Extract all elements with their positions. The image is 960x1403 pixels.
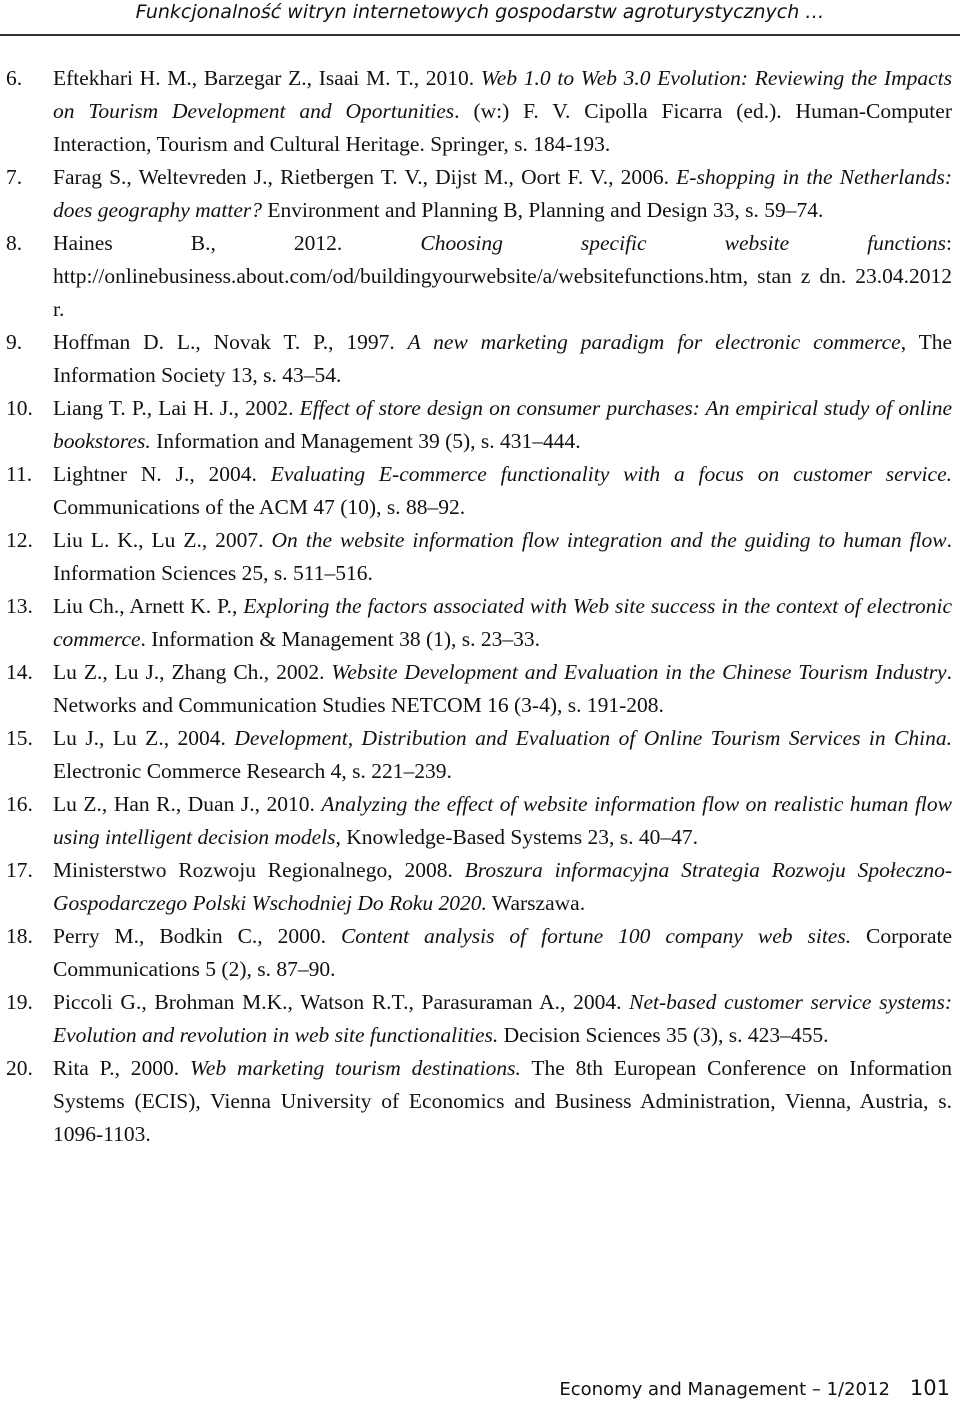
reference-authors: Lightner N. J., 2004. xyxy=(53,462,271,486)
reference-authors: Perry M., Bodkin C., 2000. xyxy=(53,924,341,948)
reference-title: Evaluating E-commerce functionality with a focus on customer service. xyxy=(270,462,952,486)
reference-number: 14. xyxy=(6,660,33,684)
reference-number: 20. xyxy=(6,1056,33,1080)
reference-item xyxy=(6,62,952,161)
reference-authors: Eftekhari H. M., Barzegar Z., Isaai M. T., 2010. xyxy=(53,66,481,90)
reference-source: Corporate Communications 5 (2), s. 87–90. xyxy=(53,924,953,981)
reference-title: Choosing specific website functions xyxy=(420,231,947,255)
reference-title: A new marketing paradigm for electronic commerce xyxy=(407,330,901,354)
reference-number: 11. xyxy=(6,462,33,486)
reference-authors: Lu J., Lu Z., 2004. xyxy=(53,726,235,750)
page-number: 101 xyxy=(909,1376,950,1400)
reference-item xyxy=(6,986,952,1052)
reference-item xyxy=(6,392,952,458)
reference-number: 16. xyxy=(6,792,33,816)
page-footer xyxy=(559,1376,950,1400)
reference-source: , Knowledge-Based Systems 23, s. 40–47. xyxy=(335,825,698,849)
reference-authors: Liu L. K., Lu Z., 2007. xyxy=(53,528,272,552)
reference-number: 19. xyxy=(6,990,33,1014)
reference-authors: Ministerstwo Rozwoju Regionalnego, 2008. xyxy=(53,858,465,882)
reference-item xyxy=(6,656,952,722)
reference-number: 6. xyxy=(6,66,23,90)
reference-source: Warszawa. xyxy=(486,891,586,915)
reference-item xyxy=(6,326,952,392)
reference-item xyxy=(6,458,952,524)
reference-title: Web marketing tourism destinations. xyxy=(190,1056,521,1080)
reference-item xyxy=(6,1052,952,1151)
reference-source: . Information Sciences 25, s. 511–516. xyxy=(53,528,952,585)
reference-item xyxy=(6,722,952,788)
reference-number: 17. xyxy=(6,858,33,882)
reference-authors: Lu Z., Han R., Duan J., 2010. xyxy=(53,792,322,816)
reference-item xyxy=(6,227,952,326)
journal-name: Economy and Management – 1/2012 xyxy=(559,1379,890,1400)
reference-authors: Hoffman D. L., Novak T. P., 1997. xyxy=(53,330,408,354)
reference-source: : http://onlinebusiness.about.com/od/buildingyourwebsite/a/websitefunctions.htm, stan z dn. 23.04.2012 r. xyxy=(53,231,953,321)
reference-item xyxy=(6,161,952,227)
reference-number: 13. xyxy=(6,594,33,618)
reference-authors: Farag S., Weltevreden J., Rietbergen T. V., Dijst M., Oort F. V., 2006. xyxy=(53,165,677,189)
reference-item xyxy=(6,524,952,590)
reference-item xyxy=(6,590,952,656)
reference-title: Website Development and Evaluation in the Chinese Tourism Industry xyxy=(331,660,947,684)
reference-source: The 8th European Conference on Information Systems (ECIS), Vienna University of Economics and Business Administration, Vienna, Austria, s. 1096-1103. xyxy=(53,1056,952,1146)
running-header: Funkcjonalność witryn internetowych gospodarstw agroturystycznych … xyxy=(135,1,825,23)
reference-title: Broszura informacyjna Strategia Rozwoju Społeczno-Gospodarczego Polski Wschodniej Do Roku 2020. xyxy=(53,858,952,915)
reference-source: . Information & Management 38 (1), s. 23–33. xyxy=(140,627,541,651)
reference-number: 7. xyxy=(6,165,23,189)
reference-number: 15. xyxy=(6,726,33,750)
reference-source: Decision Sciences 35 (3), s. 423–455. xyxy=(498,1023,829,1047)
reference-authors: Lu Z., Lu J., Zhang Ch., 2002. xyxy=(53,660,332,684)
reference-authors: Piccoli G., Brohman M.K., Watson R.T., Parasuraman A., 2004. xyxy=(53,990,630,1014)
reference-source: , The Information Society 13, s. 43–54. xyxy=(53,330,952,387)
reference-title: Net-based customer service systems: Evolution and revolution in web site functionalities. xyxy=(53,990,952,1047)
header-rule xyxy=(0,34,960,36)
reference-item xyxy=(6,920,952,986)
reference-item xyxy=(6,788,952,854)
reference-title: On the website information flow integration and the guiding to human flow xyxy=(271,528,947,552)
reference-source: . (w:) F. V. Cipolla Ficarra (ed.). Human-Computer Interaction, Tourism and Cultural Heritage. Springer, s. 184-193. xyxy=(53,99,952,156)
reference-source: . Networks and Communication Studies NETCOM 16 (3-4), s. 191-208. xyxy=(53,660,952,717)
reference-number: 18. xyxy=(6,924,33,948)
reference-number: 8. xyxy=(6,231,23,255)
reference-title: Exploring the factors associated with Web site success in the context of electronic commerce xyxy=(53,594,953,651)
reference-source: Information and Management 39 (5), s. 431–444. xyxy=(150,429,581,453)
reference-authors: Liu Ch., Arnett K. P., xyxy=(53,594,244,618)
reference-number: 10. xyxy=(6,396,33,420)
reference-title: Development, Distribution and Evaluation of Online Tourism Services in China. xyxy=(234,726,952,750)
reference-title: Content analysis of fortune 100 company web sites. xyxy=(340,924,852,948)
reference-authors: Liang T. P., Lai H. J., 2002. xyxy=(53,396,300,420)
reference-authors: Haines B., 2012. xyxy=(53,231,421,255)
reference-source: Environment and Planning B, Planning and Design 33, s. 59–74. xyxy=(262,198,824,222)
reference-authors: Rita P., 2000. xyxy=(53,1056,190,1080)
reference-item xyxy=(6,854,952,920)
reference-title: Analyzing the effect of website information flow on realistic human flow using intelligent decision models xyxy=(53,792,952,849)
reference-number: 9. xyxy=(6,330,23,354)
reference-source: Electronic Commerce Research 4, s. 221–239. xyxy=(53,759,452,783)
reference-list xyxy=(6,62,952,1151)
reference-title: E-shopping in the Netherlands: does geography matter? xyxy=(53,165,952,222)
reference-title: Effect of store design on consumer purchases: An empirical study of online bookstores. xyxy=(53,396,952,453)
reference-title: Web 1.0 to Web 3.0 Evolution: Reviewing the Impacts on Tourism Development and Oportunities xyxy=(53,66,952,123)
reference-source: Communications of the ACM 47 (10), s. 88–92. xyxy=(53,495,466,519)
reference-number: 12. xyxy=(6,528,33,552)
